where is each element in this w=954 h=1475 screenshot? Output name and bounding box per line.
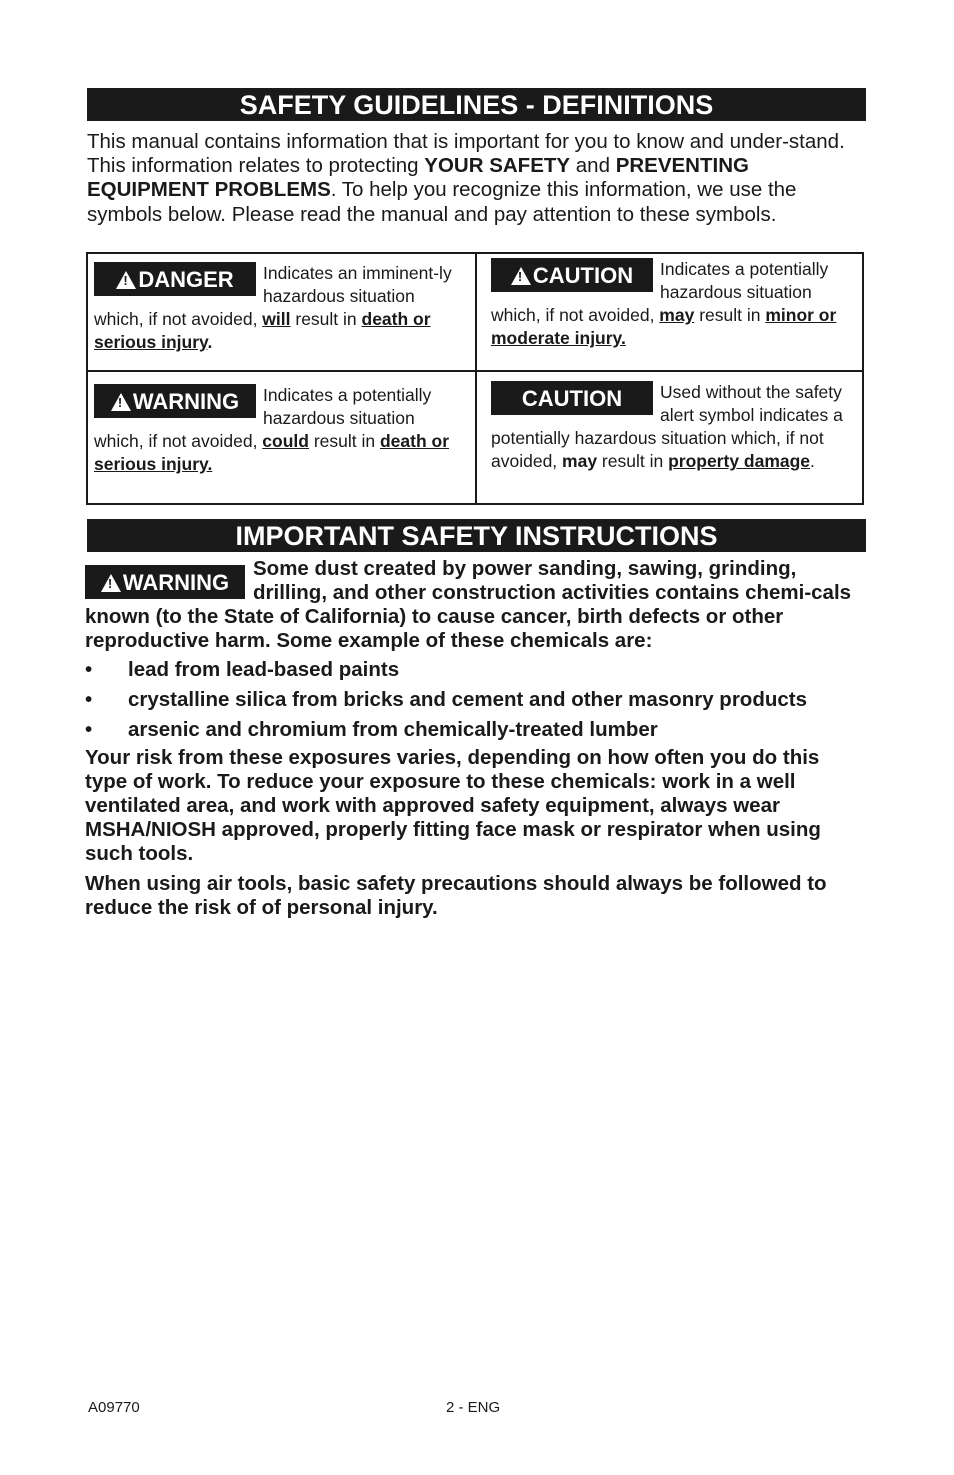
definition-caution-alert	[491, 258, 861, 350]
intro-bold-1: YOUR SAFETY	[424, 154, 571, 178]
warning-text-1: Indicates a potentially hazardous situation which, if not avoided,	[94, 385, 432, 451]
warning-emphasis-2: death or serious injury.	[94, 431, 450, 474]
definition-warning	[94, 384, 466, 476]
warning-paragraph-text: Some dust created by power sanding, sawing, grinding, drilling, and other construction activities contains chemi-cals known (to the State of California) to cause cancer, birth defects or other reproductive harm. Some example of these chemicals are:	[85, 557, 852, 652]
caution-plain-bold-1: may	[562, 451, 598, 471]
bullet-icon: •	[85, 718, 93, 741]
definition-caution-plain	[491, 381, 861, 473]
danger-text-1: Indicates an imminent-ly hazardous situation which, if not avoided,	[94, 263, 452, 329]
warning-badge-large	[85, 565, 245, 599]
caution-alert-emphasis-2: minor or moderate injury.	[491, 305, 837, 348]
chemical-list	[85, 657, 866, 747]
section-title-important-safety: IMPORTANT SAFETY INSTRUCTIONS	[87, 519, 866, 552]
intro-paragraph	[87, 130, 866, 227]
bullet-icon: •	[85, 688, 93, 711]
bullet-icon: •	[85, 658, 93, 681]
exposure-paragraph: Your risk from these exposures varies, depending on how often you do this type of work. To reduce your exposure to these chemicals: work in a well ventilated area, and work with approved safety equipment, always wear MSHA/NIOSH approved, properly fitting face mask or respirator when using such tools.	[85, 746, 821, 865]
definition-danger	[94, 262, 466, 354]
intro-text-2: and	[570, 154, 616, 178]
danger-text-2: result in	[290, 309, 362, 329]
list-item-text: lead from lead-based paints	[128, 658, 400, 681]
alert-triangle-icon	[101, 574, 121, 592]
warning-badge	[94, 384, 256, 418]
alert-triangle-icon	[116, 271, 136, 289]
caution-plain-text-3: .	[810, 451, 815, 471]
document-id: A09770	[88, 1399, 140, 1416]
list-item	[85, 717, 866, 747]
danger-badge	[94, 262, 256, 296]
alert-triangle-icon	[111, 393, 131, 411]
intro-bold-2: PREVENTING EQUIPMENT PROBLEMS	[87, 154, 749, 202]
caution-plain-emphasis-2: property damage	[668, 451, 811, 471]
list-item	[85, 687, 866, 717]
caution-plain-badge	[491, 381, 653, 415]
caution-alert-badge	[491, 258, 653, 292]
caution-alert-text-2: result in	[694, 305, 766, 325]
list-item	[85, 657, 866, 687]
intro-text-1: This manual contains information that is important for you to know and under-stand. This information relates to protecting	[87, 130, 845, 178]
danger-emphasis-2: death or serious injury	[94, 309, 431, 352]
caution-plain-text-1: Used without the safety alert symbol indicates a potentially hazardous situation which, if not avoided,	[491, 382, 843, 471]
table-divider-vertical	[475, 254, 477, 503]
intro-text-3: . To help you recognize this information, we use the symbols below. Please read the manual and pay attention to these symbols.	[87, 178, 797, 226]
table-divider-horizontal	[88, 370, 862, 372]
list-item-text: arsenic and chromium from chemically-treated lumber	[128, 718, 658, 741]
precautions-paragraph: When using air tools, basic safety precautions should always be followed to reduce the risk of of personal injury.	[85, 872, 827, 919]
definitions-table	[86, 252, 864, 505]
warning-paragraph	[85, 557, 866, 653]
danger-emphasis-1: will	[262, 309, 291, 329]
warning-emphasis-1: could	[262, 431, 309, 451]
warning-badge-large-label: WARNING	[122, 570, 230, 595]
caution-plain-badge-label: CAUTION	[521, 386, 623, 411]
list-item-text: crystalline silica from bricks and cement and other masonry products	[128, 688, 807, 711]
warning-text-2: result in	[308, 431, 380, 451]
caution-alert-text-1: Indicates a potentially hazardous situation which, if not avoided,	[491, 259, 829, 325]
caution-alert-emphasis-1: may	[659, 305, 695, 325]
section-title-safety-guidelines: SAFETY GUIDELINES - DEFINITIONS	[87, 88, 866, 121]
caution-alert-badge-label: CAUTION	[532, 263, 634, 288]
alert-triangle-icon	[511, 267, 531, 285]
danger-badge-label: DANGER	[138, 267, 234, 292]
caution-plain-text-2: result in	[597, 451, 669, 471]
danger-text-3: .	[207, 332, 213, 352]
warning-badge-label: WARNING	[132, 389, 240, 414]
page-number: 2 - ENG	[446, 1399, 501, 1416]
